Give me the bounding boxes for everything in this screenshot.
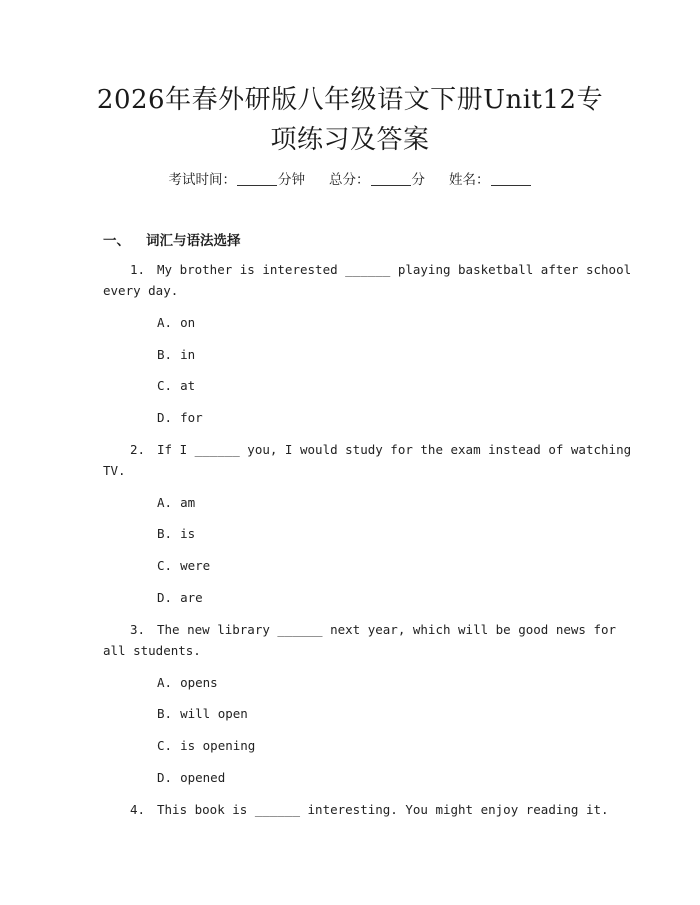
question-number: 4.	[130, 802, 146, 817]
question-text: The new library ______ next year, which will be good news for	[157, 622, 617, 637]
option-item: D. opened	[157, 770, 226, 785]
option-item: C. at	[157, 378, 196, 393]
section-heading	[103, 229, 241, 249]
question-number: 2.	[130, 442, 146, 457]
title-line-2: 项练习及答案	[270, 125, 430, 155]
option-item: C. were	[157, 558, 211, 573]
title-line-1: 2026年春外研版八年级语文下册Unit12专	[96, 85, 604, 115]
exam-time-blank	[237, 171, 277, 186]
question-text: If I ______ you, I would study for the exam instead of watching	[157, 442, 632, 457]
question-number: 1.	[130, 262, 146, 277]
option-item: B. in	[157, 347, 196, 362]
question-text-continued: every day.	[103, 283, 179, 298]
name-blank	[491, 171, 531, 186]
total-score-unit: 分	[411, 172, 425, 188]
question-text-continued: TV.	[103, 463, 126, 478]
total-score-label: 总分：	[329, 172, 370, 188]
section-title: 词汇与语法选择	[146, 233, 241, 249]
exam-time-unit: 分钟	[278, 172, 305, 188]
document-title	[90, 80, 610, 160]
section-number: 一、	[103, 233, 130, 249]
option-item: B. will open	[157, 706, 248, 721]
name-label: 姓名：	[449, 172, 490, 188]
option-item: B. is	[157, 526, 196, 541]
question-text: This book is ______ interesting. You might enjoy reading it.	[157, 802, 609, 817]
exam-time-label: 考试时间：	[168, 172, 236, 188]
question-text: My brother is interested ______ playing basketball after school	[157, 262, 632, 277]
total-score-blank	[371, 171, 411, 186]
option-item: D. are	[157, 590, 203, 605]
question-number: 3.	[130, 622, 146, 637]
option-item: A. opens	[157, 675, 218, 690]
option-item: D. for	[157, 410, 203, 425]
question-text-continued: all students.	[103, 643, 201, 658]
exam-info-line	[0, 168, 700, 188]
option-item: A. am	[157, 495, 196, 510]
option-item: C. is opening	[157, 738, 256, 753]
option-item: A. on	[157, 315, 196, 330]
